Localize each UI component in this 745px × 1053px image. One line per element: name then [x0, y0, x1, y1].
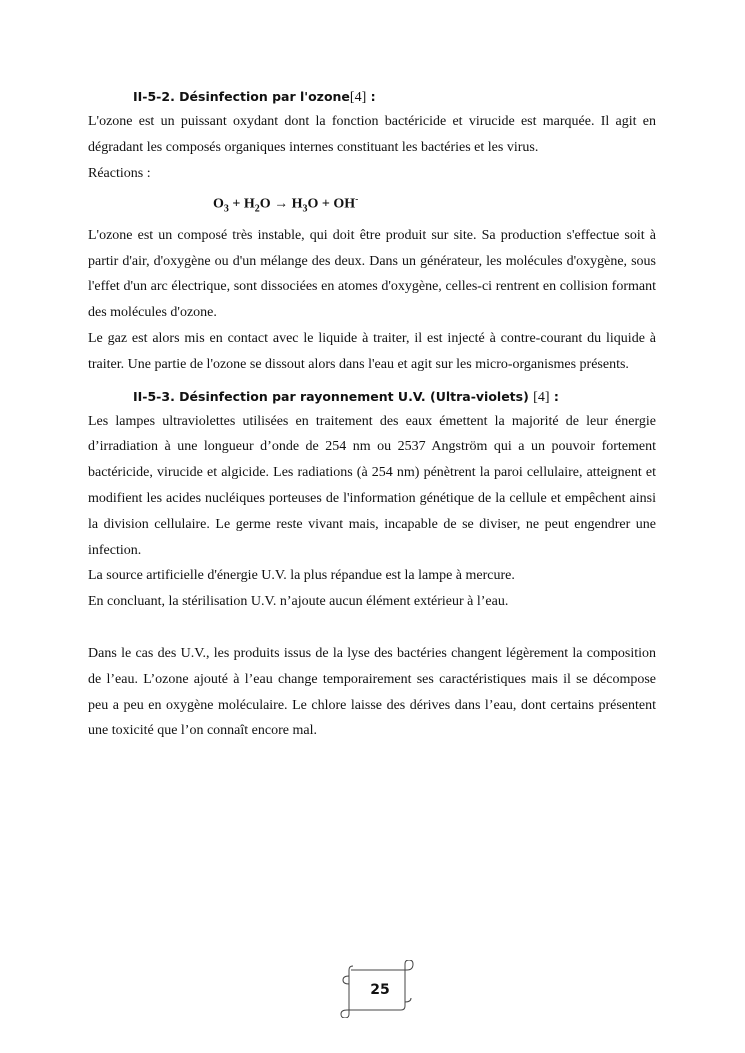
citation-ref: [4] [533, 389, 550, 405]
reactions-label: Réactions : [88, 165, 151, 181]
paragraph: Les lampes ultraviolettes utilisées en traitement des eaux émettent la majorité de leur énergie d’irradiation à une longueur d’onde de 254 nm ou 2537 Angström qui a un pouvoir fortement bactéricide, virucide et algicide. Les radiations (à 254 nm) pénètrent la paroi cellulaire, atteignent et modifient les acides nucléiques porteuses de l'information génétique de la cellule et empêchent ainsi la division cellulaire. Le germe reste vivant mais, incapable de se diviser, ne peut engendrer une infection. [88, 413, 656, 558]
section-heading-ozone [133, 86, 656, 109]
document-body [88, 86, 656, 744]
citation-ref: [4] [349, 90, 367, 105]
heading-colon: : [549, 388, 559, 404]
paragraph: L'ozone est un composé très instable, qui doit être produit sur site. Sa production s'effectue soit à partir d'air, d'oxygène ou d'un mélange des deux. Dans un générateur, les molécules d'oxygène, sous l'effet d'un arc électrique, sont dissociées en atomes d'oxygène, celles-ci rentrent en collision formant des molécules d'ozone. [88, 227, 656, 321]
paragraph: En concluant, la stérilisation U.V. n’ajoute aucun élément extérieur à l’eau. [88, 594, 509, 610]
paragraph: Le gaz est alors mis en contact avec le liquide à traiter, il est injecté à contre-courant du liquide à traiter. Une partie de l'ozone se dissout alors dans l'eau et agit sur les micro-organismes présents. [88, 331, 656, 372]
section-heading-uv [133, 386, 656, 409]
paragraph: L'ozone est un puissant oxydant dont la fonction bactéricide et virucide est marquée. Il agit en dégradant les composés organiques internes constituant les bactéries et les virus. [88, 114, 656, 155]
chemical-equation: $O_3 + H_2O \to H_3O + OH^-$ [213, 194, 359, 215]
paragraph: Dans le cas des U.V., les produits issus de la lyse des bactéries changent légèrement la composition de l’eau. L’ozone ajouté à l’eau change temporairement ses caractéristiques mais il se décompose peu a peu en oxygène moléculaire. Le chlore laisse des dérives dans l’eau, dont certains présentent une toxicité que l’on connaît encore mal. [88, 646, 656, 739]
paragraph: La source artificielle d'énergie U.V. la plus répandue est la lampe à mercure. [88, 568, 515, 584]
page-number: 25 [370, 982, 390, 998]
heading-text: II-5-3. Désinfection par rayonnement U.V. (Ultra-violets) [133, 388, 534, 404]
heading-text: II-5-2. Désinfection par l'ozone [133, 89, 350, 104]
heading-colon: : [366, 89, 376, 104]
